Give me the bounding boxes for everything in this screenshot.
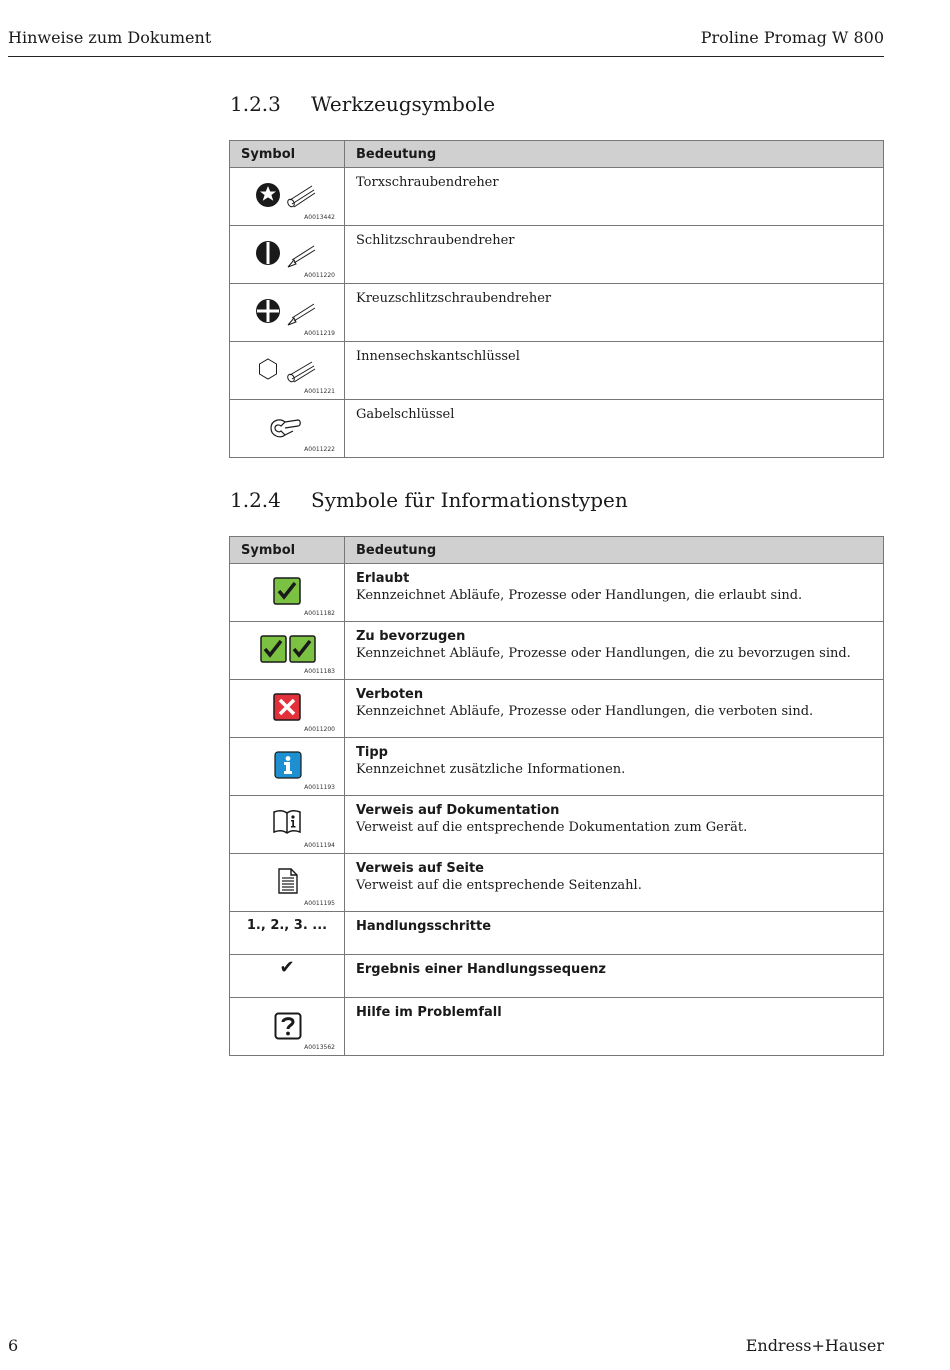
- info-title: Verboten: [356, 687, 424, 702]
- symbol-cell: [230, 738, 345, 796]
- tool-meaning: Gabelschlüssel: [356, 407, 455, 422]
- tool-meaning: Schlitzschraubendreher: [356, 233, 515, 248]
- symbol-code: A0011194: [304, 842, 335, 849]
- table-row: [230, 912, 884, 955]
- open-end-wrench-icon: [268, 414, 308, 442]
- symbol-code: A0011220: [304, 272, 335, 279]
- meaning-cell: [345, 680, 884, 738]
- documentation-book-icon: [272, 808, 302, 836]
- symbol-code: A0011195: [304, 900, 335, 907]
- info-text: Kennzeichnet Abläufe, Prozesse oder Handlungen, die verboten sind.: [356, 704, 814, 719]
- col-header-symbol: Symbol: [230, 537, 345, 564]
- symbol-code: A0011182: [304, 610, 335, 617]
- table-row: [230, 998, 884, 1056]
- meaning-cell: [345, 226, 884, 284]
- header-divider: [8, 56, 884, 57]
- permitted-check-icon: [273, 577, 301, 605]
- table-row: [230, 564, 884, 622]
- section-number: 1.2.3: [230, 92, 281, 116]
- tool-meaning: Torxschraubendreher: [356, 175, 499, 190]
- step-numbering-symbol: 1., 2., 3. ...: [246, 918, 328, 933]
- tool-meaning: Innensechskantschlüssel: [356, 349, 520, 364]
- symbol-code: A0011219: [304, 330, 335, 337]
- result-check-symbol: ✔: [279, 957, 295, 978]
- table-row: [230, 622, 884, 680]
- help-question-icon: [274, 1012, 302, 1040]
- section-heading-tools: [230, 92, 495, 116]
- symbol-cell: [230, 998, 345, 1056]
- meaning-cell: [345, 796, 884, 854]
- table-row: [230, 168, 884, 226]
- info-title: Erlaubt: [356, 571, 410, 586]
- symbol-code: A0013442: [304, 214, 335, 221]
- symbol-cell: [230, 168, 345, 226]
- table-row: [230, 955, 884, 998]
- symbol-cell: [230, 342, 345, 400]
- symbol-code: A0011193: [304, 784, 335, 791]
- meaning-cell: [345, 738, 884, 796]
- section-title: Werkzeugsymbole: [311, 92, 496, 116]
- info-title: Zu bevorzugen: [356, 629, 466, 644]
- tip-info-icon: [274, 751, 302, 779]
- symbol-cell: [230, 955, 345, 998]
- info-title: Verweis auf Seite: [356, 861, 485, 876]
- symbol-cell: [230, 284, 345, 342]
- info-text: Verweist auf die entsprechende Dokumentation zum Gerät.: [356, 820, 748, 835]
- header-right-title: Proline Promag W 800: [700, 28, 884, 47]
- section-heading-info-types: [230, 488, 628, 512]
- symbol-cell: [230, 680, 345, 738]
- symbol-cell: [230, 912, 345, 955]
- symbol-code: A0013562: [304, 1044, 335, 1051]
- col-header-meaning: Bedeutung: [345, 537, 884, 564]
- info-text: Kennzeichnet Abläufe, Prozesse oder Handlungen, die erlaubt sind.: [356, 588, 803, 603]
- symbol-code: A0011221: [304, 388, 335, 395]
- table-row: [230, 284, 884, 342]
- footer-brand: Endress+Hauser: [745, 1336, 884, 1355]
- meaning-cell: [345, 622, 884, 680]
- forbidden-cross-icon: [273, 693, 301, 721]
- header-left-title: Hinweise zum Dokument: [8, 28, 212, 47]
- table-row: [230, 400, 884, 458]
- info-title: Hilfe im Problemfall: [356, 1005, 502, 1020]
- table-row: [230, 680, 884, 738]
- symbol-cell: [230, 854, 345, 912]
- meaning-cell: [345, 400, 884, 458]
- flat-blade-screwdriver-icon: [254, 238, 320, 270]
- symbol-code: A0011183: [304, 668, 335, 675]
- tool-meaning: Kreuzschlitzschraubendreher: [356, 291, 552, 306]
- symbol-cell: [230, 226, 345, 284]
- table-row: [230, 854, 884, 912]
- col-header-meaning: Bedeutung: [345, 141, 884, 168]
- symbol-cell: [230, 796, 345, 854]
- symbol-cell: [230, 400, 345, 458]
- col-header-symbol: Symbol: [230, 141, 345, 168]
- table-header-row: [230, 537, 884, 564]
- page-reference-icon: [277, 867, 299, 895]
- info-text: Verweist auf die entsprechende Seitenzahl.: [356, 878, 642, 893]
- info-title: Tipp: [356, 745, 388, 760]
- meaning-cell: [345, 955, 884, 998]
- torx-screwdriver-icon: [254, 180, 320, 212]
- table-row: [230, 796, 884, 854]
- meaning-cell: [345, 168, 884, 226]
- symbol-cell: [230, 622, 345, 680]
- preferred-double-check-icon: [260, 635, 316, 663]
- info-title: Verweis auf Dokumentation: [356, 803, 560, 818]
- allen-key-icon: [254, 354, 320, 386]
- tool-symbols-table: [229, 140, 884, 458]
- table-header-row: [230, 141, 884, 168]
- table-row: [230, 342, 884, 400]
- meaning-cell: [345, 998, 884, 1056]
- symbol-code: A0011222: [304, 446, 335, 453]
- symbol-cell: [230, 564, 345, 622]
- info-title: Handlungsschritte: [356, 919, 492, 934]
- info-title: Ergebnis einer Handlungssequenz: [356, 962, 606, 977]
- table-row: [230, 226, 884, 284]
- section-number: 1.2.4: [230, 488, 281, 512]
- meaning-cell: [345, 342, 884, 400]
- page-number: 6: [8, 1336, 19, 1355]
- info-text: Kennzeichnet Abläufe, Prozesse oder Handlungen, die zu bevorzugen sind.: [356, 646, 851, 661]
- info-symbols-table: [229, 536, 884, 1056]
- table-row: [230, 738, 884, 796]
- meaning-cell: [345, 284, 884, 342]
- phillips-screwdriver-icon: [254, 296, 320, 328]
- section-title: Symbole für Informationstypen: [311, 488, 628, 512]
- meaning-cell: [345, 564, 884, 622]
- symbol-code: A0011200: [304, 726, 335, 733]
- meaning-cell: [345, 854, 884, 912]
- info-text: Kennzeichnet zusätzliche Informationen.: [356, 762, 626, 777]
- meaning-cell: [345, 912, 884, 955]
